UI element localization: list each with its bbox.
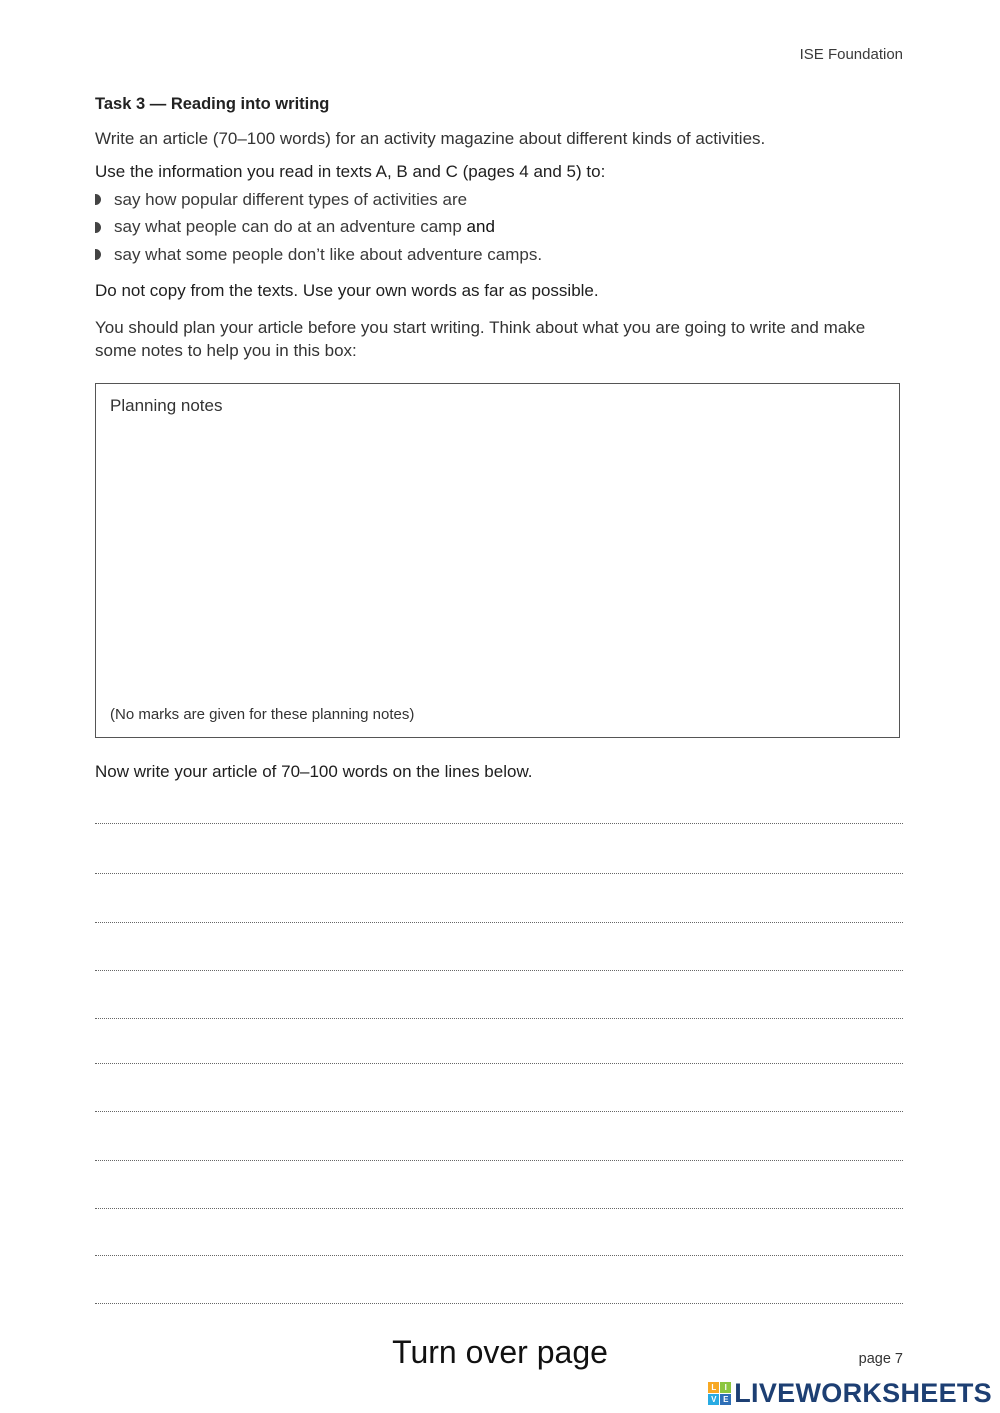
logo-letter: L <box>708 1382 719 1393</box>
writing-line[interactable] <box>95 1303 903 1304</box>
liveworksheets-name: LIVEWORKSHEETS <box>734 1378 992 1408</box>
writing-line[interactable] <box>95 1208 903 1209</box>
bullet-item <box>95 214 542 242</box>
writing-line[interactable] <box>95 922 903 923</box>
bullet-text: say what people can do at an adventure camp <box>114 217 462 237</box>
writing-line[interactable] <box>95 970 903 971</box>
logo-letter: I <box>720 1382 731 1393</box>
task-title: Task 3 — Reading into writing <box>95 95 330 113</box>
bullet-icon <box>95 194 101 205</box>
plan-instruction: You should plan your article before you start writing. Think about what you are going to write and make some notes to help you in this box: <box>95 318 866 360</box>
planning-notes-footnote: (No marks are given for these planning notes) <box>110 706 415 723</box>
bullet-text: say how popular different types of activities are <box>114 189 468 209</box>
planning-notes-title: Planning notes <box>110 396 223 415</box>
bullet-icon <box>95 222 101 233</box>
task-bullet-list <box>95 186 542 269</box>
writing-line[interactable] <box>95 1018 903 1019</box>
turn-over-label: Turn over page <box>392 1334 608 1370</box>
writing-line[interactable] <box>95 1063 903 1064</box>
bullet-item <box>95 241 542 269</box>
writing-line[interactable] <box>95 873 903 874</box>
writing-line[interactable] <box>95 1255 903 1256</box>
logo-letter: E <box>720 1394 731 1405</box>
liveworksheets-brand <box>708 1378 992 1408</box>
bullet-icon <box>95 249 101 260</box>
writing-line[interactable] <box>95 1111 903 1112</box>
header-label: ISE Foundation <box>799 46 903 63</box>
writing-line[interactable] <box>95 823 903 824</box>
logo-letter: V <box>708 1394 719 1405</box>
bullet-item <box>95 186 542 214</box>
bullet-and-word: and <box>466 217 495 237</box>
use-information-text: Use the information you read in texts A, B and C (pages 4 and 5) to: <box>95 162 606 181</box>
page-number: page 7 <box>858 1351 903 1367</box>
no-copy-instruction: Do not copy from the texts. Use your own words as far as possible. <box>95 281 599 300</box>
liveworksheets-logo-icon <box>708 1382 731 1405</box>
writing-line[interactable] <box>95 1160 903 1161</box>
bullet-text: say what some people don’t like about adventure camps. <box>114 244 543 264</box>
writing-prompt: Now write your article of 70–100 words on the lines below. <box>95 762 533 781</box>
task-instruction: Write an article (70–100 words) for an activity magazine about different kinds of activities. <box>95 129 766 148</box>
planning-notes-box[interactable] <box>95 383 900 738</box>
